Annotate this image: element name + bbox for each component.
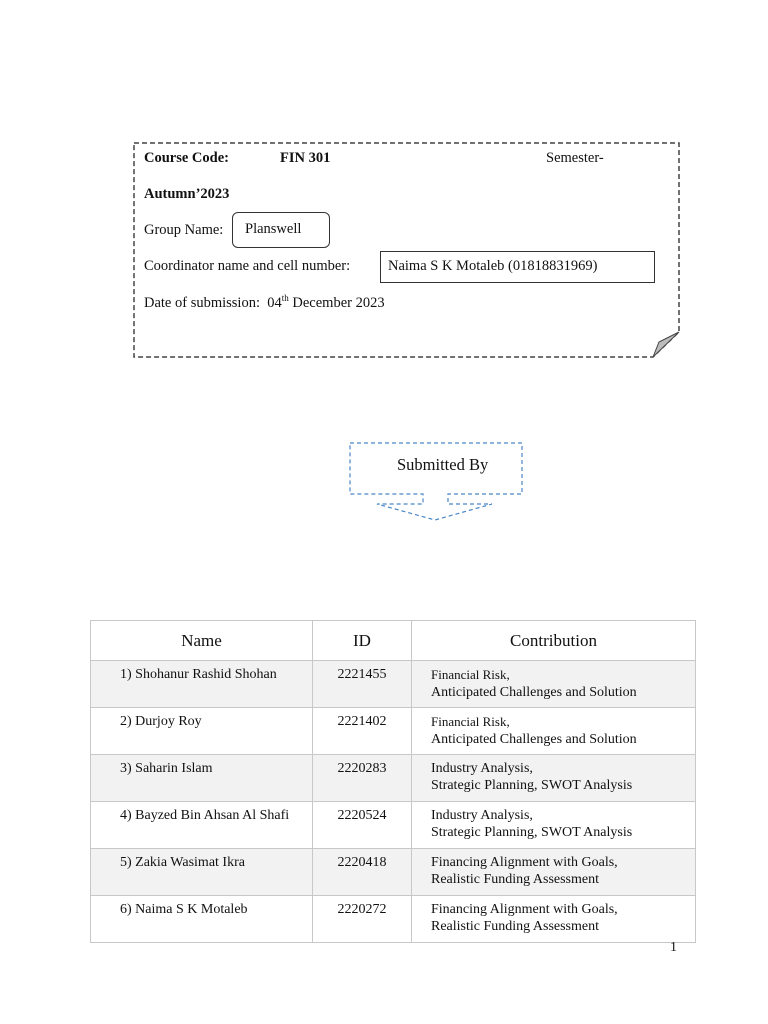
contribution-line: Financing Alignment with Goals, bbox=[431, 855, 618, 870]
group-name-label: Group Name: bbox=[144, 222, 224, 238]
contribution-line: Financial Risk, bbox=[431, 667, 510, 682]
contribution-line: Financing Alignment with Goals, bbox=[431, 902, 618, 917]
coordinator-box bbox=[380, 251, 655, 283]
table-row bbox=[91, 802, 696, 849]
member-name: 5) Zakia Wasimat Ikra bbox=[91, 849, 313, 896]
table-row bbox=[91, 755, 696, 802]
column-header-id: ID bbox=[313, 621, 412, 661]
column-header-contribution: Contribution bbox=[412, 621, 696, 661]
course-info-box bbox=[133, 142, 680, 358]
member-id: 2221402 bbox=[313, 708, 412, 755]
course-code-label: Course Code: bbox=[144, 150, 229, 166]
contribution-line: Strategic Planning, SWOT Analysis bbox=[431, 825, 633, 840]
submission-date bbox=[144, 293, 385, 312]
member-contribution bbox=[412, 661, 696, 708]
semester-value: Autumn’2023 bbox=[144, 186, 230, 202]
submission-day: 04 bbox=[267, 294, 282, 311]
contribution-line: Strategic Planning, SWOT Analysis bbox=[431, 778, 633, 793]
member-contribution bbox=[412, 708, 696, 755]
group-name-value: Planswell bbox=[245, 221, 302, 237]
table-row bbox=[91, 896, 696, 943]
members-table bbox=[90, 620, 696, 943]
coordinator-label: Coordinator name and cell number: bbox=[144, 258, 351, 274]
member-name: 2) Durjoy Roy bbox=[91, 708, 313, 755]
member-id: 2220524 bbox=[313, 802, 412, 849]
contribution-line: Realistic Funding Assessment bbox=[431, 919, 599, 934]
contribution-line: Financial Risk, bbox=[431, 714, 510, 729]
member-name: 4) Bayzed Bin Ahsan Al Shafi bbox=[91, 802, 313, 849]
contribution-line: Realistic Funding Assessment bbox=[431, 872, 599, 887]
member-name: 1) Shohanur Rashid Shohan bbox=[91, 661, 313, 708]
contribution-line: Industry Analysis, bbox=[431, 761, 533, 776]
contribution-line: Anticipated Challenges and Solution bbox=[431, 732, 637, 747]
member-contribution bbox=[412, 755, 696, 802]
table-row bbox=[91, 708, 696, 755]
member-id: 2220283 bbox=[313, 755, 412, 802]
member-name: 6) Naima S K Motaleb bbox=[91, 896, 313, 943]
member-contribution bbox=[412, 896, 696, 943]
table-row bbox=[91, 849, 696, 896]
submission-month-year: December 2023 bbox=[288, 294, 385, 311]
dashed-border-icon bbox=[133, 142, 680, 358]
submitted-by-heading: Submitted By bbox=[397, 455, 489, 474]
member-id: 2220418 bbox=[313, 849, 412, 896]
coordinator-value: Naima S K Motaleb (01818831969) bbox=[388, 258, 598, 274]
submission-day-suffix: th bbox=[281, 293, 289, 303]
down-arrow-callout-icon bbox=[347, 441, 525, 525]
course-code-value: FIN 301 bbox=[280, 150, 331, 166]
table-header-row bbox=[91, 621, 696, 661]
contribution-line: Anticipated Challenges and Solution bbox=[431, 685, 637, 700]
member-id: 2220272 bbox=[313, 896, 412, 943]
page-number: 1 bbox=[670, 940, 677, 955]
table-row bbox=[91, 661, 696, 708]
member-name: 3) Saharin Islam bbox=[91, 755, 313, 802]
group-name-box bbox=[232, 212, 330, 248]
member-id: 2221455 bbox=[313, 661, 412, 708]
member-contribution bbox=[412, 802, 696, 849]
contribution-line: Industry Analysis, bbox=[431, 808, 533, 823]
submission-label: Date of submission: bbox=[144, 294, 260, 311]
member-contribution bbox=[412, 849, 696, 896]
column-header-name: Name bbox=[91, 621, 313, 661]
semester-label: Semester- bbox=[546, 150, 604, 166]
